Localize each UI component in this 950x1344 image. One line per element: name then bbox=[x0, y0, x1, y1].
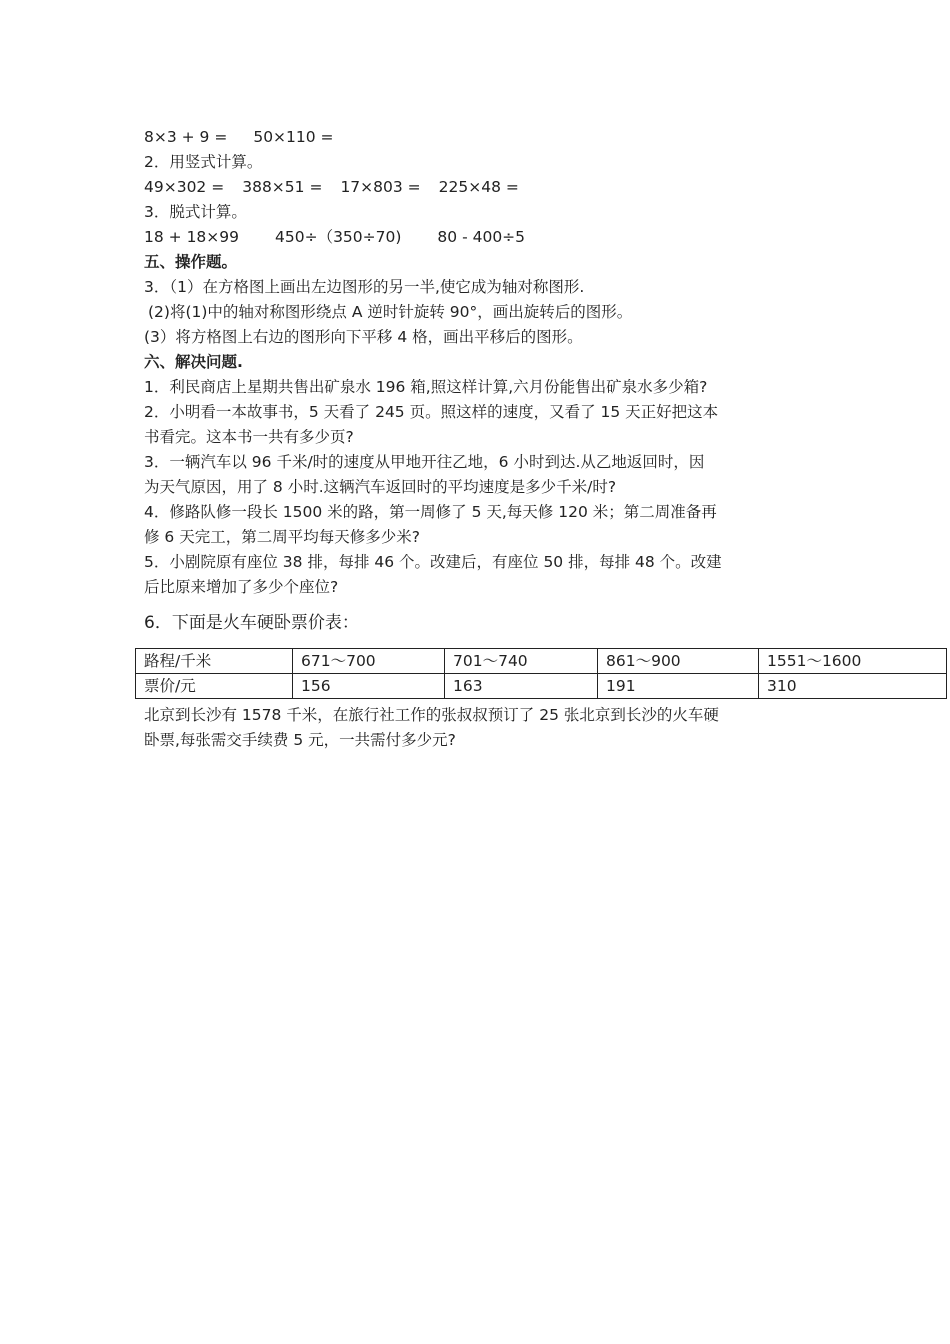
calc-expression: 80 - 400÷5 bbox=[437, 228, 526, 246]
calc-expression: 8×3 + 9 = bbox=[144, 128, 228, 146]
calc-expression: 225×48 = bbox=[438, 178, 519, 196]
problem-line: 修 6 天完工，第二周平均每天修多少米? bbox=[144, 528, 420, 546]
calc-expression: 49×302 = bbox=[144, 178, 225, 196]
calc-expression: 18 + 18×99 bbox=[144, 228, 239, 246]
price-cell: 156 bbox=[293, 674, 445, 699]
problem-line: 5．小剧院原有座位 38 排，每排 46 个。改建后，有座位 50 排，每排 48 个。改建 bbox=[144, 553, 722, 571]
problem-6-line: 北京到长沙有 1578 千米，在旅行社工作的张叔叔预订了 25 张北京到长沙的火车硬 bbox=[144, 706, 719, 724]
calc-expression: 50×110 = bbox=[253, 128, 334, 146]
problem-line: 4．修路队修一段长 1500 米的路，第一周修了 5 天,每天修 120 米；第二周准备再 bbox=[144, 503, 717, 521]
problem-line: 后比原来增加了多少个座位? bbox=[144, 578, 339, 596]
distance-cell: 671～700 bbox=[293, 649, 445, 674]
distance-cell: 1551～1600 bbox=[759, 649, 947, 674]
problem-line: 3．一辆汽车以 96 千米/时的速度从甲地开往乙地，6 小时到达.从乙地返回时，因 bbox=[144, 453, 705, 471]
ticket-price-table bbox=[135, 648, 947, 699]
distance-label-cell: 路程/千米 bbox=[136, 649, 293, 674]
part-5-heading: 五、操作题。 bbox=[144, 253, 238, 271]
part-6-heading: 六、解决问题. bbox=[144, 353, 243, 371]
calc-row-1 bbox=[144, 127, 334, 147]
price-cell: 163 bbox=[445, 674, 598, 699]
operation-item: (2)将(1)中的轴对称图形绕点 A 逆时针旋转 90°，画出旋转后的图形。 bbox=[148, 303, 633, 321]
problem-line: 为天气原因，用了 8 小时.这辆汽车返回时的平均速度是多少千米/时? bbox=[144, 478, 617, 496]
table-row bbox=[136, 649, 947, 674]
price-label-cell: 票价/元 bbox=[136, 674, 293, 699]
section-2-title: 2．用竖式计算。 bbox=[144, 153, 263, 171]
calc-expression: 450÷（350÷70) bbox=[275, 228, 402, 246]
problem-line: 1．利民商店上星期共售出矿泉水 196 箱,照这样计算,六月份能售出矿泉水多少箱? bbox=[144, 378, 708, 396]
calc-expression: 388×51 = bbox=[242, 178, 323, 196]
problem-6-title: 6．下面是火车硬卧票价表： bbox=[144, 613, 359, 633]
operation-item: 3．（1）在方格图上画出左边图形的另一半,使它成为轴对称图形. bbox=[144, 278, 585, 296]
price-cell: 310 bbox=[759, 674, 947, 699]
distance-cell: 701～740 bbox=[445, 649, 598, 674]
operation-item: (3）将方格图上右边的图形向下平移 4 格，画出平移后的图形。 bbox=[144, 328, 583, 346]
section-3-title: 3．脱式计算。 bbox=[144, 203, 247, 221]
distance-cell: 861～900 bbox=[598, 649, 759, 674]
table-row bbox=[136, 674, 947, 699]
problem-line: 书看完。这本书一共有多少页? bbox=[144, 428, 354, 446]
problem-6-line: 卧票,每张需交手续费 5 元，一共需付多少元? bbox=[144, 731, 456, 749]
step-calc-row bbox=[144, 227, 525, 247]
problem-line: 2．小明看一本故事书，5 天看了 245 页。照这样的速度，又看了 15 天正好把这本 bbox=[144, 403, 719, 421]
price-cell: 191 bbox=[598, 674, 759, 699]
calc-expression: 17×803 = bbox=[340, 178, 421, 196]
vertical-calc-row bbox=[144, 177, 519, 197]
